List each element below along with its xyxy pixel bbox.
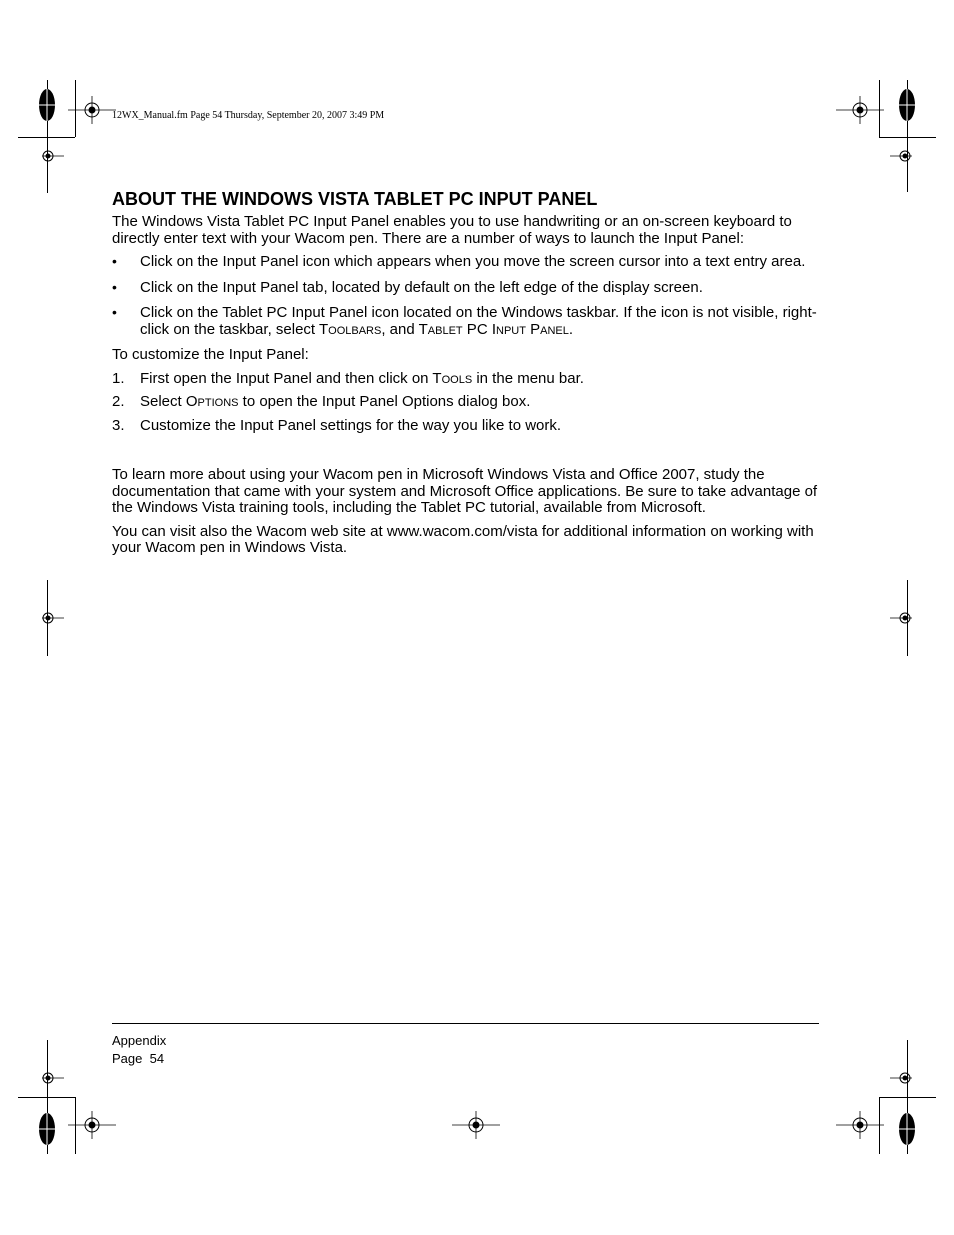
side-registration-icon xyxy=(42,609,64,627)
visit-paragraph: You can visit also the Wacom web site at www.wacom.com/vista for additional information on working with your Wacom pen in Windows Vista. xyxy=(112,522,814,556)
side-registration-icon xyxy=(42,1069,64,1087)
bullet-item xyxy=(112,305,824,339)
registration-target-icon xyxy=(452,1111,500,1139)
step-item xyxy=(112,371,824,389)
footer-rule xyxy=(112,1023,819,1024)
registration-target-icon xyxy=(836,1111,884,1139)
registration-target-icon xyxy=(68,96,116,124)
customize-intro: To customize the Input Panel: xyxy=(112,346,309,363)
learn-more-paragraph: To learn more about using your Wacom pen in Microsoft Windows Vista and Office 2007, study the documentation that came with your system and Microsoft Office applications. Be sure to take advantage of the Windows Vista training tools, including the Tablet PC tutorial, available from Microsoft. xyxy=(112,466,818,516)
bullet-text: Click on the Input Panel icon which appears when you move the screen cursor into a text entry area. xyxy=(140,253,806,270)
side-registration-icon xyxy=(42,147,64,165)
bullet-icon: • xyxy=(112,304,117,320)
registration-target-icon xyxy=(836,96,884,124)
section-title: ABOUT THE WINDOWS VISTA TABLET PC INPUT PANEL xyxy=(112,189,598,209)
menu-toolbars: TOOLBARS xyxy=(318,320,382,338)
menu-tablet-pc-input-panel: TABLET PC INPUT PANEL xyxy=(418,320,569,338)
step-item xyxy=(112,418,824,435)
page-content xyxy=(112,189,824,564)
star-target-icon xyxy=(38,88,56,122)
print-slug: 12WX_Manual.fm Page 54 Thursday, September 20, 2007 3:49 PM xyxy=(112,110,385,121)
intro-paragraph: The Windows Vista Tablet PC Input Panel enables you to use handwriting or an on-screen keyboard to directly enter text with your Wacom pen. There are a number of ways to launch the Input Panel: xyxy=(112,213,792,247)
bullet-text: Click on the Tablet PC Input Panel icon located on the Windows taskbar. If the icon is not visible, right-click on the taskbar, select TOOLBARS, and TABLET PC INPUT PANEL. xyxy=(140,304,817,338)
registration-target-icon xyxy=(68,1111,116,1139)
step-text: First open the Input Panel and then click on TOOLS in the menu bar. xyxy=(140,369,584,387)
footer-section-label: Appendix xyxy=(112,1033,167,1048)
bullet-icon: • xyxy=(112,278,117,295)
page-footer xyxy=(112,1032,166,1068)
bullet-text: Click on the Input Panel tab, located by default on the left edge of the display screen. xyxy=(140,278,703,296)
star-target-icon xyxy=(898,88,916,122)
step-number: 1. xyxy=(112,369,125,387)
step-number: 3. xyxy=(112,416,125,434)
bullet-icon: • xyxy=(112,253,117,269)
step-number: 2. xyxy=(112,393,125,410)
side-registration-icon xyxy=(890,147,912,165)
footer-page-number: Page 54 xyxy=(112,1051,165,1066)
star-target-icon xyxy=(38,1112,56,1146)
step-text: Select OPTIONS to open the Input Panel Options dialog box. xyxy=(140,393,531,410)
side-registration-icon xyxy=(890,1069,912,1087)
bullet-item xyxy=(112,280,824,297)
step-item xyxy=(112,394,824,412)
step-text: Customize the Input Panel settings for the way you like to work. xyxy=(140,416,562,434)
star-target-icon xyxy=(898,1112,916,1146)
side-registration-icon xyxy=(890,609,912,627)
bullet-item xyxy=(112,254,824,271)
